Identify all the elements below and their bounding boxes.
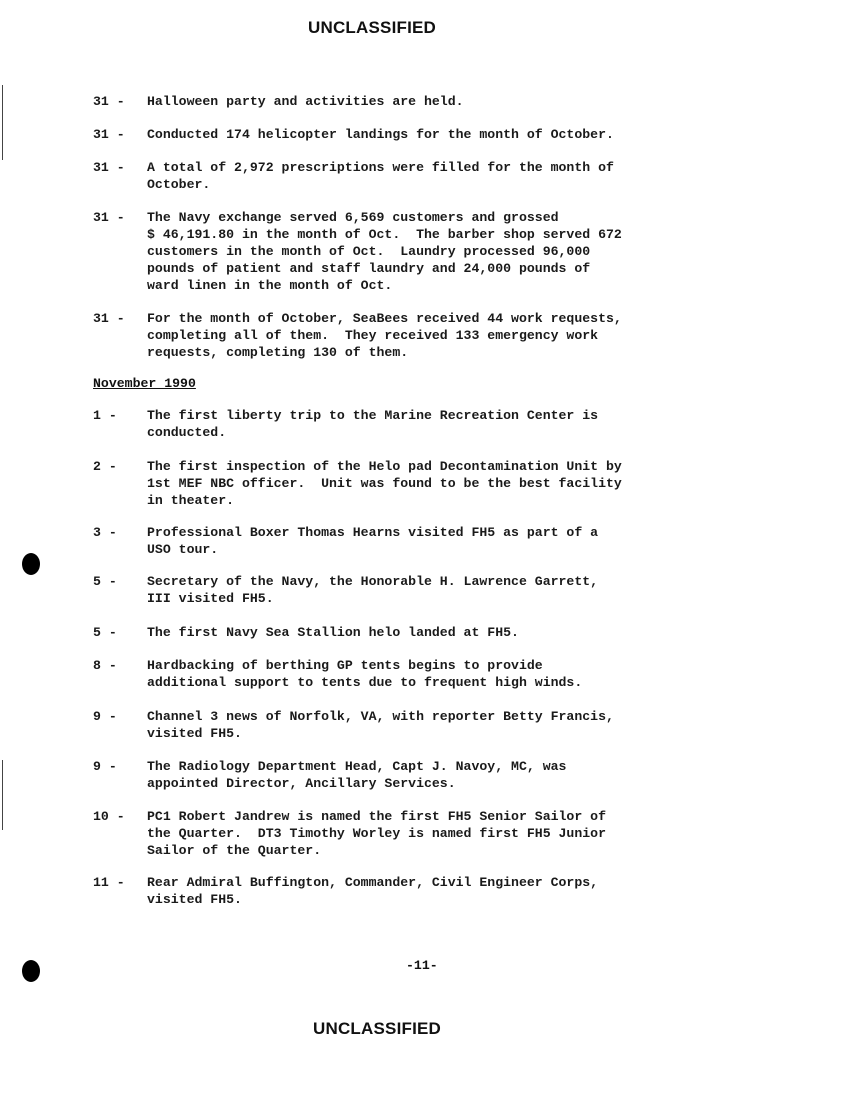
entry-day: 3 - <box>93 525 117 540</box>
entry-line: Channel 3 news of Norfolk, VA, with reporter Betty Francis, <box>147 709 614 724</box>
entry-line: A total of 2,972 prescriptions were filled for the month of <box>147 160 614 175</box>
entry-line: conducted. <box>147 425 227 440</box>
entry-line: Professional Boxer Thomas Hearns visited FH5 as part of a <box>147 525 599 540</box>
entry-text <box>147 808 606 859</box>
entry-day: 31 - <box>93 94 125 109</box>
entry-line: The first liberty trip to the Marine Recreation Center is <box>147 408 599 423</box>
scan-edge-line <box>2 85 3 160</box>
entry-text <box>147 93 464 110</box>
entry-line: PC1 Robert Jandrew is named the first FH5 Senior Sailor of <box>147 809 606 824</box>
entry-day: 31 - <box>93 127 125 142</box>
entry-line: Rear Admiral Buffington, Commander, Civil Engineer Corps, <box>147 875 599 890</box>
entry-day: 31 - <box>93 160 125 175</box>
scan-edge-line <box>2 760 3 830</box>
entry-line: III visited FH5. <box>147 591 274 606</box>
entry-text <box>147 458 622 509</box>
entry-text <box>147 310 622 361</box>
entry-line: in theater. <box>147 493 235 508</box>
entry-line: the Quarter. DT3 Timothy Worley is named first FH5 Junior <box>147 826 606 841</box>
section-heading-november: November 1990 <box>93 376 196 391</box>
entry-line: For the month of October, SeaBees received 44 work requests, <box>147 311 622 326</box>
entry-line: 1st MEF NBC officer. Unit was found to be the best facility <box>147 476 622 491</box>
entry-text <box>147 657 582 691</box>
entry-line: Hardbacking of berthing GP tents begins to provide <box>147 658 543 673</box>
entry-line: visited FH5. <box>147 892 242 907</box>
classification-header: UNCLASSIFIED <box>308 18 437 37</box>
entry-day: 31 - <box>93 311 125 326</box>
entry-text <box>147 159 614 193</box>
entry-text <box>147 209 622 294</box>
entry-day: 9 - <box>93 759 117 774</box>
page-number: -11- <box>406 958 438 973</box>
entry-line: $ 46,191.80 in the month of Oct. The barber shop served 672 <box>147 227 622 242</box>
entry-line: The Navy exchange served 6,569 customers and grossed <box>147 210 559 225</box>
entry-line: appointed Director, Ancillary Services. <box>147 776 456 791</box>
entry-day: 8 - <box>93 658 117 673</box>
entry-text <box>147 524 598 558</box>
entry-line: completing all of them. They received 133 emergency work <box>147 328 599 343</box>
entry-text <box>147 573 598 607</box>
entry-line: USO tour. <box>147 542 219 557</box>
entry-line: The first inspection of the Helo pad Decontamination Unit by <box>147 459 622 474</box>
entry-day: 10 - <box>93 809 125 824</box>
classification-footer: UNCLASSIFIED <box>313 1019 442 1038</box>
entry-text <box>147 874 598 908</box>
entry-line: Secretary of the Navy, the Honorable H. Lawrence Garrett, <box>147 574 599 589</box>
entry-line: pounds of patient and staff laundry and 24,000 pounds of <box>147 261 591 276</box>
punch-hole <box>22 960 40 982</box>
entry-day: 5 - <box>93 574 117 589</box>
entry-line: Halloween party and activities are held. <box>147 94 464 109</box>
entry-line: The Radiology Department Head, Capt J. Navoy, MC, was <box>147 759 567 774</box>
entry-text <box>147 126 614 143</box>
punch-hole <box>22 553 40 575</box>
entry-line: October. <box>147 177 211 192</box>
entry-day: 5 - <box>93 625 117 640</box>
entry-line: additional support to tents due to frequent high winds. <box>147 675 583 690</box>
entry-day: 9 - <box>93 709 117 724</box>
entry-text <box>147 624 519 641</box>
entry-text <box>147 407 598 441</box>
entry-line: visited FH5. <box>147 726 242 741</box>
entry-line: Sailor of the Quarter. <box>147 843 322 858</box>
entry-day: 31 - <box>93 210 125 225</box>
entry-line: requests, completing 130 of them. <box>147 345 409 360</box>
entry-text <box>147 708 614 742</box>
entry-line: ward linen in the month of Oct. <box>147 278 393 293</box>
entry-line: The first Navy Sea Stallion helo landed at FH5. <box>147 625 519 640</box>
entry-line: Conducted 174 helicopter landings for the month of October. <box>147 127 614 142</box>
entry-line: customers in the month of Oct. Laundry processed 96,000 <box>147 244 591 259</box>
entry-day: 11 - <box>93 875 125 890</box>
entry-text <box>147 758 566 792</box>
entry-day: 2 - <box>93 459 117 474</box>
entry-day: 1 - <box>93 408 117 423</box>
